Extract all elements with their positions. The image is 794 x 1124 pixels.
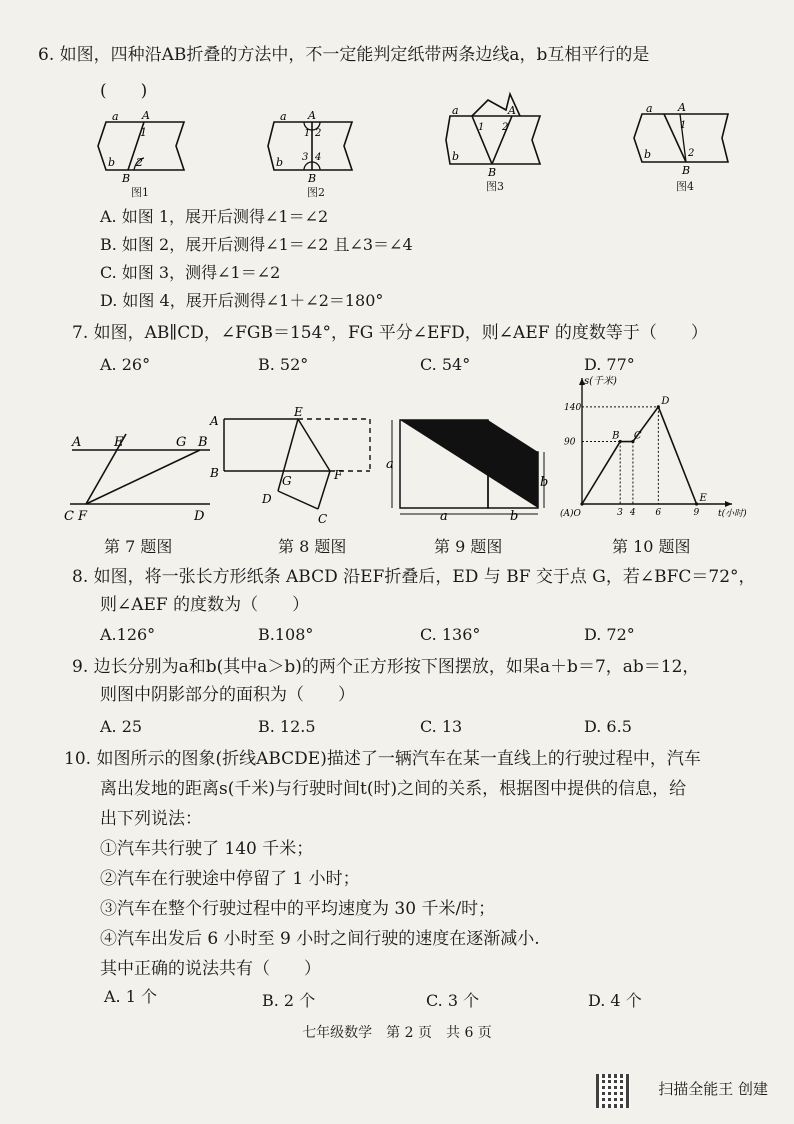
q6-caption-2: 图2 [307,186,325,199]
q6-answer-blank: ( ) [100,81,148,101]
q6-caption-3: 图3 [486,180,504,193]
q6-figure-3 [444,90,554,180]
fig8-label-c: C [318,512,328,526]
svg-text:2: 2 [315,128,322,139]
svg-text:a: a [646,102,653,115]
svg-text:b: b [276,156,284,169]
fig9-label-a-side: a [386,457,394,472]
q10-statement-2: ②汽车在行驶途中停留了 1 小时； [100,869,360,889]
svg-text:2: 2 [136,156,143,169]
q10-statement-1: ①汽车共行驶了 140 千米； [100,839,314,859]
q6-option-a: A. 如图 1，展开后测得∠1＝∠2 [100,207,329,226]
svg-text:A: A [308,109,316,122]
q6-option-b: B. 如图 2，展开后测得∠1＝∠2 且∠3＝∠4 [100,235,413,254]
q10-option-c: C. 3 个 [426,991,480,1010]
svg-text:2: 2 [688,148,695,159]
q6-caption-4: 图4 [676,180,694,193]
q10-stem-line2: 离出发地的距离s(千米)与行驶时间t(时)之间的关系，根据图中提供的信息，给 [100,779,687,799]
q7-option-c: C. 54° [420,355,471,374]
series-line [582,407,697,504]
q8-stem-line2: 则∠AEF 的度数为（ ） [100,595,310,615]
svg-text:b: b [108,156,116,169]
y-axis-label: s(千米) [584,376,617,387]
fig7-label-g: G [176,435,187,450]
svg-text:b: b [644,148,652,161]
svg-text:1: 1 [304,128,311,139]
y-tick-140: 140 [564,402,582,413]
q8-option-d: D. 72° [584,625,635,644]
q9-option-b: B. 12.5 [258,717,316,736]
q9-stem-line2: 则图中阴影部分的面积为（ ） [100,685,355,705]
x-tick-9: 9 [693,508,700,518]
data-point-0 [580,502,583,505]
fig8-label-b: B [210,466,219,480]
svg-text:A: A [508,104,516,117]
q6-figure-1 [96,108,191,188]
q10-option-b: B. 2 个 [262,991,316,1010]
x-axis-label: t(小时) [718,509,747,519]
fig10-distance-time-chart [560,374,747,524]
q9-stem-line1: 9. 边长分别为a和b(其中a＞b)的两个正方形按下图摆放，如果a＋b＝7，ab＝12， [72,657,700,677]
x-tick-3: 3 [617,508,623,518]
fig7-caption: 第 7 题图 [104,537,173,556]
fig7-label-f: F [78,509,88,524]
y-tick-90: 90 [564,437,576,448]
fig9-two-squares [384,410,556,522]
fig7-label-d: D [194,509,205,524]
point-label-E: E [699,493,707,504]
q8-option-c: C. 136° [420,625,481,644]
fig9-label-b-bottom: b [510,509,519,524]
q6-figure-4 [628,100,738,180]
fig8-label-f: F [334,468,343,482]
fig7-label-c: C [64,509,74,524]
q7-stem: 7. 如图，AB∥CD，∠FGB＝154°，FG 平分∠EFD，则∠AEF 的度数等于（ ） [72,323,708,343]
point-label-C: C [633,430,642,442]
qr-code-icon [596,1074,630,1108]
fig8-caption: 第 8 题图 [278,537,347,556]
fig7-parallel-lines [60,420,220,525]
q8-stem-line1: 8. 如图，将一张长方形纸条 ABCD 沿EF折叠后，ED 与 BF 交于点 G，若∠BFC＝72°， [72,567,756,587]
q6-option-d: D. 如图 4，展开后测得∠1＋∠2＝180° [100,291,384,310]
x-tick-4: 4 [629,508,636,518]
svg-text:1: 1 [140,126,147,139]
fig9-label-a-bottom: a [440,509,448,524]
svg-text:A: A [142,109,150,122]
fig9-caption: 第 9 题图 [434,537,503,556]
svg-text:1: 1 [478,122,485,133]
fig8-label-d: D [262,492,272,506]
fig7-label-a: A [72,435,82,450]
q9-option-c: C. 13 [420,717,463,736]
origin-label: (A)O [560,509,581,519]
page-footer: 七年级数学 第 2 页 共 6 页 [302,1025,492,1041]
q10-option-a: A. 1 个 [104,987,157,1006]
fig7-label-e: E [114,435,124,450]
q9-option-d: D. 6.5 [584,717,632,736]
svg-text:3: 3 [302,152,309,163]
point-label-B: B [612,430,620,442]
q10-stem-line1: 10. 如图所示的图象(折线ABCDE)描述了一辆汽车在某一直线上的行驶过程中，汽车 [64,749,701,769]
fig8-label-a: A [210,414,219,428]
svg-text:B: B [488,166,497,179]
svg-text:b: b [452,150,460,163]
q6-stem-line1: 6. 如图，四种沿AB折叠的方法中，不一定能判定纸带两条边线a，b互相平行的是 [38,45,650,65]
scanner-watermark: 扫描全能王 创建 [658,1080,768,1098]
fig8-label-g: G [282,474,292,488]
svg-text:B: B [122,172,131,185]
fig7-label-b: B [198,435,208,450]
q7-option-a: A. 26° [100,355,151,374]
data-point-3 [657,405,660,408]
fig10-caption: 第 10 题图 [612,537,691,556]
x-axis-arrow [725,501,732,507]
svg-text:a: a [112,110,119,123]
q10-statement-3: ③汽车在整个行驶过程中的平均速度为 30 千米/时； [100,899,496,919]
q8-option-a: A.126° [100,625,156,644]
fig8-label-e: E [294,405,303,419]
svg-text:a: a [280,110,287,123]
fig8-folded-paper [206,405,381,530]
q10-stem-line3: 出下列说法： [100,809,202,829]
svg-text:4: 4 [315,152,322,163]
q6-figure-2 [266,108,361,188]
q7-option-b: B. 52° [258,355,309,374]
q6-option-c: C. 如图 3，测得∠1＝∠2 [100,263,281,282]
q7-option-d: D. 77° [584,355,635,374]
q8-option-b: B.108° [258,625,314,644]
x-tick-6: 6 [655,508,662,518]
svg-text:B: B [682,164,691,177]
q6-caption-1: 图1 [131,186,149,199]
svg-text:a: a [452,104,459,117]
data-point-4 [695,502,698,505]
svg-text:2: 2 [502,122,509,133]
point-label-D: D [661,395,670,407]
svg-text:1: 1 [680,120,687,131]
q9-option-a: A. 25 [100,717,143,736]
svg-text:A: A [678,101,686,114]
fig9-label-b-side: b [540,475,549,490]
q10-statement-4: ④汽车出发后 6 小时至 9 小时之间行驶的速度在逐渐减小. [100,929,540,949]
q10-ask: 其中正确的说法共有（ ） [100,959,321,979]
q10-option-d: D. 4 个 [588,991,642,1010]
svg-text:B: B [308,172,317,185]
